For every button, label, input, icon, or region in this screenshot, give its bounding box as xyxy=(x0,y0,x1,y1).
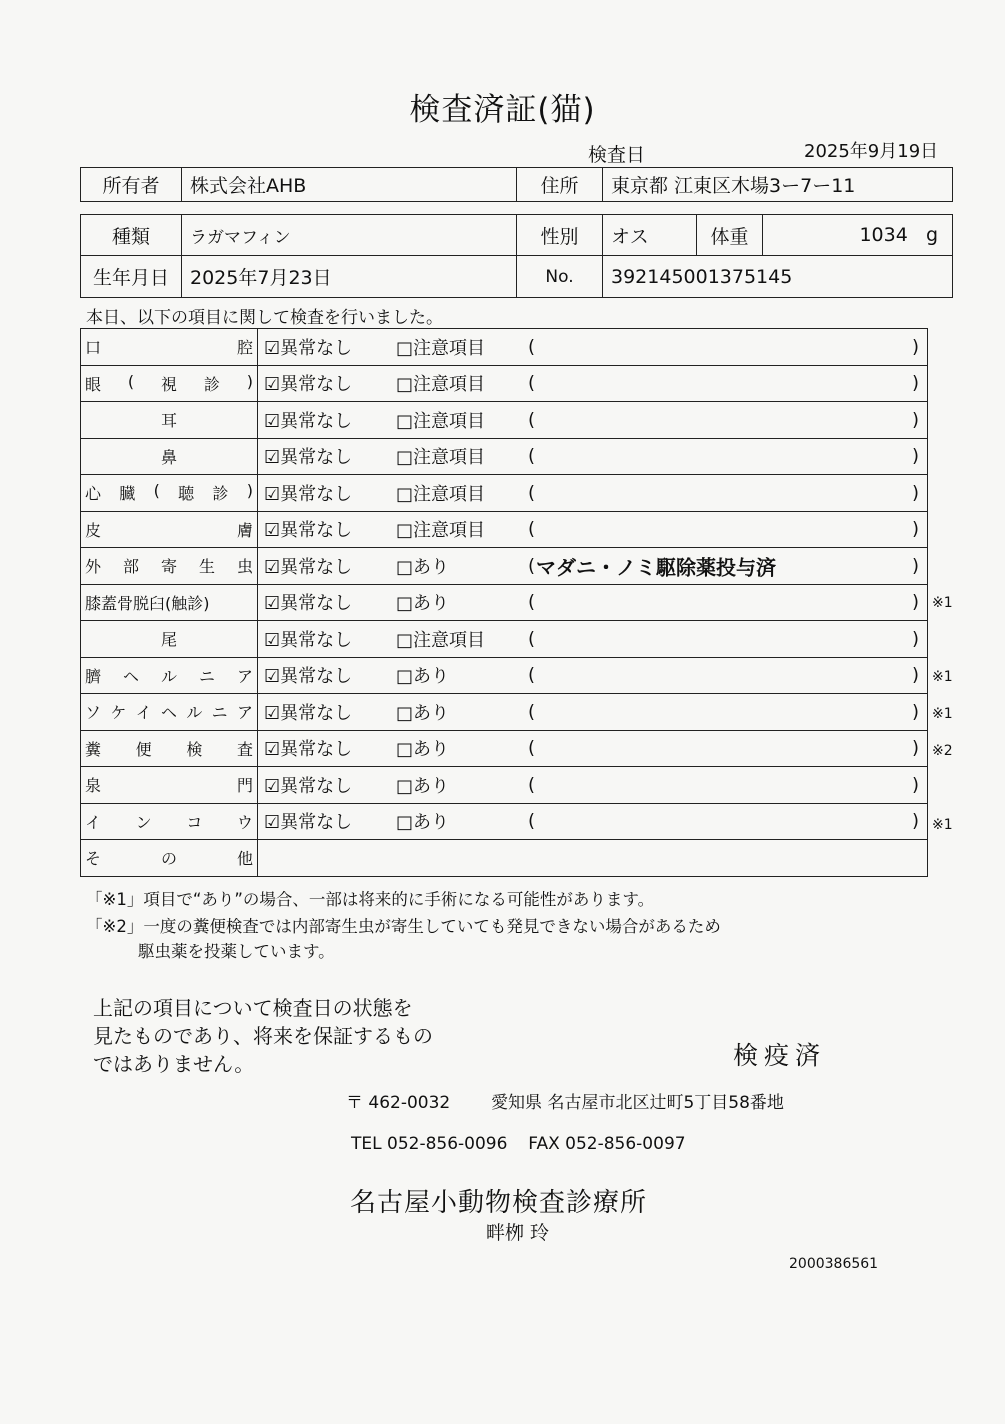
intro-text: 本日、以下の項目に関して検査を行いました。 xyxy=(86,308,443,328)
note-paren-open: ( xyxy=(528,810,536,832)
item-name-char: ン xyxy=(135,812,152,832)
item-name-text: 尾 xyxy=(160,630,177,650)
doctor-name: 畔栁 玲 xyxy=(486,1222,550,1244)
item-result xyxy=(258,329,928,366)
note-paren-close: ) xyxy=(911,336,919,358)
item-name-char: 皮 xyxy=(85,520,102,540)
no-abnormality-checkbox[interactable]: ☑異常なし xyxy=(264,374,353,396)
sex-label: 性別 xyxy=(517,215,603,256)
item-name-char: 部 xyxy=(122,557,139,577)
item-name-char: ニ xyxy=(198,666,215,686)
checklist-row xyxy=(81,511,928,548)
item-result xyxy=(258,767,928,804)
no-value: 392145001375145 xyxy=(603,256,953,298)
item-name-text xyxy=(85,481,253,504)
page-title: 検査済証(猫) xyxy=(409,92,596,128)
item-name-char: 臍 xyxy=(85,666,102,686)
clinic-name: 名古屋小動物検査診療所 xyxy=(350,1188,648,1218)
note-paren-close: ) xyxy=(911,591,919,613)
item-name xyxy=(81,365,258,402)
note-paren-close: ) xyxy=(911,628,919,650)
item-name-char: 糞 xyxy=(85,739,102,759)
disclaimer-line: 上記の項目について検査日の状態を xyxy=(93,996,413,1020)
no-abnormality-checkbox[interactable]: ☑異常なし xyxy=(264,739,353,761)
checklist-row xyxy=(81,548,928,585)
postal-code: 〒 462-0032 xyxy=(346,1093,451,1113)
finding-checkbox[interactable]: □注意項目 xyxy=(396,520,486,542)
item-name-char: 外 xyxy=(85,557,102,577)
other-value xyxy=(258,840,928,877)
exam-date-label: 検査日 xyxy=(588,144,646,166)
item-name-text xyxy=(85,810,253,833)
item-result xyxy=(258,584,928,621)
dob-label: 生年月日 xyxy=(81,256,182,298)
sex-value: オス xyxy=(603,215,697,256)
note-paren-close: ) xyxy=(911,409,919,431)
item-name-char: ウ xyxy=(236,812,253,832)
checklist-row xyxy=(81,730,928,767)
item-name-char: 寄 xyxy=(160,557,177,577)
item-name-char: 診 xyxy=(203,374,220,394)
item-result xyxy=(258,694,928,731)
tel: TEL 052-856-0096 xyxy=(351,1134,508,1154)
item-name-char: 眼 xyxy=(85,374,102,394)
exam-date: 2025年9月19日 xyxy=(804,141,939,162)
quarantine-stamp: 検疫済 xyxy=(733,1041,827,1070)
item-name xyxy=(81,475,258,512)
address-value: 東京都 江東区木場3ー7ー11 xyxy=(603,168,953,202)
checklist-row xyxy=(81,365,928,402)
owner-value: 株式会社AHB xyxy=(182,168,517,202)
animal-table xyxy=(80,214,953,298)
note-paren-open: ( xyxy=(528,372,536,394)
contact-line xyxy=(351,1134,686,1154)
item-name-char: 査 xyxy=(236,739,253,759)
no-abnormality-checkbox[interactable]: ☑異常なし xyxy=(264,593,353,615)
no-abnormality-checkbox[interactable]: ☑異常なし xyxy=(264,702,353,724)
item-name xyxy=(81,621,258,658)
note-paren-close: ) xyxy=(911,701,919,723)
item-result xyxy=(258,402,928,439)
footnote-mark: ※1 xyxy=(932,669,953,686)
item-result xyxy=(258,475,928,512)
finding-checkbox[interactable]: □注意項目 xyxy=(396,410,486,432)
clinic-address-line xyxy=(346,1088,784,1113)
finding-checkbox[interactable]: □あり xyxy=(396,812,450,834)
weight-unit: g xyxy=(925,224,938,246)
note-paren-close: ) xyxy=(911,774,919,796)
note-paren-close: ) xyxy=(911,810,919,832)
item-name-char: そ xyxy=(85,849,102,869)
finding-checkbox[interactable]: □注意項目 xyxy=(396,337,486,359)
weight-cell xyxy=(763,215,953,256)
item-name-char: ル xyxy=(160,666,177,686)
item-name-text: 膝蓋骨脱臼(触診) xyxy=(85,593,210,613)
item-name-char: 生 xyxy=(198,557,215,577)
item-name-char: ア xyxy=(236,666,253,686)
item-result xyxy=(258,730,928,767)
finding-checkbox[interactable]: □あり xyxy=(396,775,450,797)
note-paren-open: ( xyxy=(528,555,536,577)
no-abnormality-checkbox[interactable]: ☑異常なし xyxy=(264,410,353,432)
dob-value: 2025年7月23日 xyxy=(182,256,517,298)
item-name-text xyxy=(85,335,253,358)
item-name-char: ヘ xyxy=(160,703,177,723)
item-name xyxy=(81,657,258,694)
item-name xyxy=(81,511,258,548)
checklist-row xyxy=(81,767,928,804)
footnote-mark: ※1 xyxy=(932,706,953,722)
item-name xyxy=(81,329,258,366)
item-name-char: 心 xyxy=(85,484,102,504)
note-paren-close: ) xyxy=(911,372,919,394)
finding-checkbox[interactable]: □注意項目 xyxy=(396,374,486,396)
item-name-char: 門 xyxy=(236,776,253,796)
checklist-row xyxy=(81,657,928,694)
no-abnormality-checkbox[interactable]: ☑異常なし xyxy=(264,520,353,542)
item-name-char: ( xyxy=(127,371,135,391)
item-name xyxy=(81,767,258,804)
note-paren-close: ) xyxy=(911,482,919,504)
item-name-char: 臓 xyxy=(119,484,136,504)
no-label: No. xyxy=(517,256,603,298)
item-name xyxy=(81,548,258,585)
breed-value: ラガマフィン xyxy=(182,215,517,256)
item-name-char: ニ xyxy=(211,703,228,723)
disclaimer-line: 見たものであり、将来を保証するもの xyxy=(93,1024,433,1048)
item-name-char: 他 xyxy=(236,849,253,869)
item-name xyxy=(81,584,258,621)
item-name-char: の xyxy=(160,849,177,869)
finding-checkbox[interactable]: □あり xyxy=(396,556,450,578)
item-name-char: 膚 xyxy=(236,520,253,540)
checklist-row xyxy=(81,402,928,439)
item-name-char: イ xyxy=(135,703,152,723)
breed-label: 種類 xyxy=(81,215,182,256)
weight-value: 1034 xyxy=(859,224,908,246)
note-paren-open: ( xyxy=(528,628,536,650)
other-label xyxy=(81,840,258,877)
item-name-char: コ xyxy=(186,812,203,832)
item-name-char: 腔 xyxy=(236,338,253,358)
item-name-char: 泉 xyxy=(85,776,102,796)
serial-number: 2000386561 xyxy=(789,1256,879,1272)
other-label-text xyxy=(85,846,253,869)
clinic-address: 愛知県 名古屋市北区辻町5丁目58番地 xyxy=(491,1093,784,1113)
item-name-char: イ xyxy=(85,812,102,832)
footnote-mark: ※1 xyxy=(932,595,953,612)
item-name-char: ) xyxy=(246,371,253,391)
item-name-char: 検 xyxy=(186,739,203,759)
no-abnormality-checkbox[interactable]: ☑異常なし xyxy=(264,812,353,834)
owner-table xyxy=(80,167,953,202)
disclaimer-line: ではありません。 xyxy=(93,1052,255,1076)
finding-checkbox[interactable]: □注意項目 xyxy=(396,483,486,505)
no-abnormality-checkbox[interactable]: ☑異常なし xyxy=(264,556,353,578)
item-name xyxy=(81,438,258,475)
no-abnormality-checkbox[interactable]: ☑異常なし xyxy=(264,337,353,359)
note-paren-open: ( xyxy=(528,445,536,467)
item-name-text xyxy=(85,664,253,687)
footnote-mark: ※1 xyxy=(932,816,953,833)
finding-checkbox[interactable]: □あり xyxy=(396,593,450,615)
inspection-checklist xyxy=(80,328,928,877)
checklist-row xyxy=(81,694,928,731)
item-result xyxy=(258,803,928,840)
item-name-char: ソ xyxy=(85,703,102,723)
fax: FAX 052-856-0097 xyxy=(528,1134,686,1154)
item-name xyxy=(81,803,258,840)
note-paren-open: ( xyxy=(528,591,536,613)
checklist-row xyxy=(81,329,928,366)
note-paren-open: ( xyxy=(528,701,536,723)
note-paren-open: ( xyxy=(528,518,536,540)
item-name-char: 視 xyxy=(160,374,177,394)
item-name xyxy=(81,730,258,767)
item-name-char: 虫 xyxy=(236,557,253,577)
item-result xyxy=(258,511,928,548)
item-result xyxy=(258,657,928,694)
checklist-row xyxy=(81,438,928,475)
disclaimer xyxy=(93,994,433,1078)
note-paren-open: ( xyxy=(528,336,536,358)
footnote-1: 「※1」項目で“あり”の場合、一部は将来的に手術になる可能性があります。 xyxy=(86,890,655,909)
item-name-char: ) xyxy=(246,481,253,501)
footnote-mark: ※2 xyxy=(932,742,953,759)
note-paren-close: ) xyxy=(911,737,919,759)
item-result xyxy=(258,621,928,658)
no-abnormality-checkbox[interactable]: ☑異常なし xyxy=(264,447,353,469)
item-name-text xyxy=(85,518,253,541)
item-result xyxy=(258,438,928,475)
owner-label: 所有者 xyxy=(81,168,182,202)
no-abnormality-checkbox[interactable]: ☑異常なし xyxy=(264,629,353,651)
item-name-char: ア xyxy=(236,703,253,723)
item-name-text xyxy=(85,372,253,395)
item-name-char: 診 xyxy=(212,484,229,504)
item-name-text: 鼻 xyxy=(160,447,177,467)
checklist-row xyxy=(81,584,928,621)
item-name-char: 便 xyxy=(135,739,152,759)
note-paren-open: ( xyxy=(528,409,536,431)
item-name-text xyxy=(85,773,253,796)
note-paren-open: ( xyxy=(528,482,536,504)
no-abnormality-checkbox[interactable]: ☑異常なし xyxy=(264,775,353,797)
item-result xyxy=(258,548,928,585)
item-name-char: ヘ xyxy=(122,666,139,686)
item-name-text xyxy=(85,554,253,577)
address-label: 住所 xyxy=(517,168,603,202)
item-note: マダニ・ノミ駆除薬投与済 xyxy=(536,555,776,580)
note-paren-close: ) xyxy=(911,445,919,467)
item-name-char: 聴 xyxy=(178,484,195,504)
item-name-char: ( xyxy=(153,481,160,501)
no-abnormality-checkbox[interactable]: ☑異常なし xyxy=(264,666,353,688)
note-paren-close: ) xyxy=(911,664,919,686)
note-paren-open: ( xyxy=(528,774,536,796)
note-paren-open: ( xyxy=(528,664,536,686)
weight-label: 体重 xyxy=(697,215,763,256)
finding-checkbox[interactable]: □あり xyxy=(396,702,450,724)
finding-checkbox[interactable]: □あり xyxy=(396,739,450,761)
checklist-row xyxy=(81,475,928,512)
item-name-text xyxy=(85,737,253,760)
finding-checkbox[interactable]: □あり xyxy=(396,666,450,688)
item-name-text: 耳 xyxy=(160,411,177,431)
checklist-row xyxy=(81,621,928,658)
item-result xyxy=(258,365,928,402)
item-name-text xyxy=(85,700,253,723)
note-paren-open: ( xyxy=(528,737,536,759)
item-name xyxy=(81,694,258,731)
item-name-char: ル xyxy=(186,703,203,723)
item-name-char: 口 xyxy=(85,338,102,358)
footnote-2-cont: 駆虫薬を投薬しています。 xyxy=(138,942,335,961)
footnote-2: 「※2」一度の糞便検査では内部寄生虫が寄生していても発見できない場合があるため xyxy=(86,917,721,936)
note-paren-close: ) xyxy=(911,555,919,577)
item-name-char: ケ xyxy=(110,703,127,723)
item-name xyxy=(81,402,258,439)
checklist-row xyxy=(81,803,928,840)
finding-checkbox[interactable]: □注意項目 xyxy=(396,629,486,651)
note-paren-close: ) xyxy=(911,518,919,540)
finding-checkbox[interactable]: □注意項目 xyxy=(396,447,486,469)
no-abnormality-checkbox[interactable]: ☑異常なし xyxy=(264,483,353,505)
